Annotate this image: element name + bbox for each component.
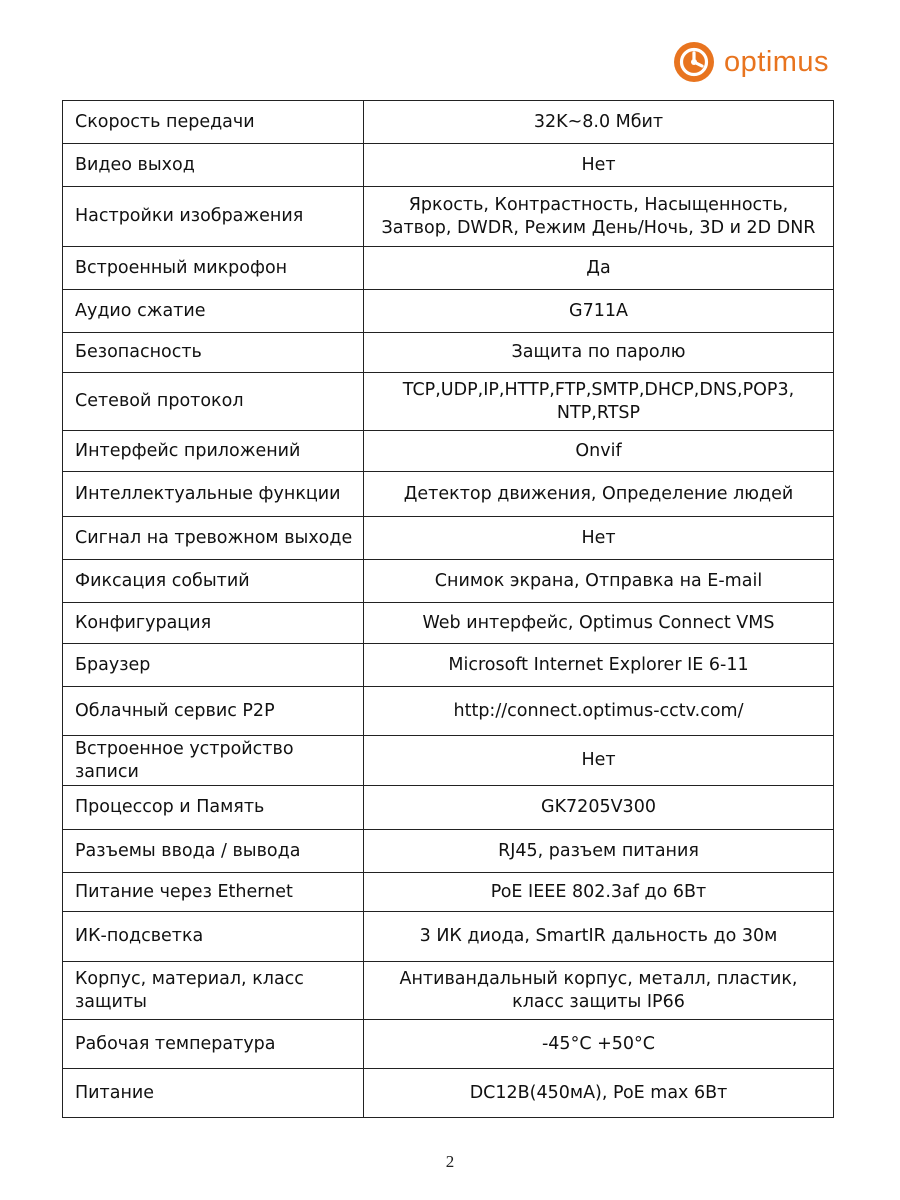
- table-row: [63, 644, 834, 687]
- spec-key: Безопасность: [63, 333, 364, 373]
- table-row: [63, 962, 834, 1020]
- spec-key: Скорость передачи: [63, 101, 364, 144]
- spec-value: G711A: [364, 290, 834, 333]
- table-row: [63, 873, 834, 912]
- table-row: [63, 290, 834, 333]
- spec-key: Процессор и Память: [63, 786, 364, 830]
- spec-key: Интерфейс приложений: [63, 431, 364, 472]
- spec-value: Защита по паролю: [364, 333, 834, 373]
- spec-key: Аудио сжатие: [63, 290, 364, 333]
- spec-key: Питание через Ethernet: [63, 873, 364, 912]
- table-row: [63, 1069, 834, 1118]
- spec-key: Браузер: [63, 644, 364, 687]
- table-row: [63, 373, 834, 431]
- table-row: [63, 912, 834, 962]
- spec-value: RJ45, разъем питания: [364, 830, 834, 873]
- table-row: [63, 736, 834, 786]
- spec-key: Рабочая температура: [63, 1020, 364, 1069]
- table-row: [63, 187, 834, 247]
- table-row: [63, 431, 834, 472]
- spec-value: Снимок экрана, Отправка на E-mail: [364, 560, 834, 603]
- spec-key: Корпус, материал, класс защиты: [63, 962, 364, 1020]
- logo-wordmark: optimus: [724, 45, 830, 78]
- spec-value: 32K~8.0 Мбит: [364, 101, 834, 144]
- brand-logo: [672, 40, 829, 84]
- table-row: [63, 830, 834, 873]
- table-row: [63, 603, 834, 644]
- table-row: [63, 333, 834, 373]
- spec-value: 3 ИК диода, SmartIR дальность до 30м: [364, 912, 834, 962]
- spec-key: Облачный сервис P2P: [63, 687, 364, 736]
- spec-value: -45°C +50°C: [364, 1020, 834, 1069]
- table-row: [63, 247, 834, 290]
- table-row: [63, 786, 834, 830]
- spec-key: Настройки изображения: [63, 187, 364, 247]
- spec-key: Разъемы ввода / вывода: [63, 830, 364, 873]
- spec-key: Видео выход: [63, 144, 364, 187]
- spec-value: Microsoft Internet Explorer IE 6-11: [364, 644, 834, 687]
- spec-table: [62, 100, 834, 1118]
- table-row: [63, 517, 834, 560]
- spec-value: Web интерфейс, Optimus Connect VMS: [364, 603, 834, 644]
- spec-value: Антивандальный корпус, металл, пластик, класс защиты IP66: [364, 962, 834, 1020]
- table-row: [63, 1020, 834, 1069]
- table-row: [63, 472, 834, 517]
- spec-value: Да: [364, 247, 834, 290]
- spec-key: Конфигурация: [63, 603, 364, 644]
- spec-value: PoE IEEE 802.3af до 6Вт: [364, 873, 834, 912]
- table-row: [63, 560, 834, 603]
- spec-value: Onvif: [364, 431, 834, 472]
- spec-value: Яркость, Контрастность, Насыщенность, Затвор, DWDR, Режим День/Ночь, 3D и 2D DNR: [364, 187, 834, 247]
- spec-key: ИК-подсветка: [63, 912, 364, 962]
- spec-table-body: [63, 101, 834, 1118]
- spec-value: TCP,UDP,IP,HTTP,FTP,SMTP,DHCP,DNS,POP3, NTP,RTSP: [364, 373, 834, 431]
- spec-key: Питание: [63, 1069, 364, 1118]
- table-row: [63, 687, 834, 736]
- optimus-logo-icon: [672, 40, 716, 84]
- spec-key: Встроенный микрофон: [63, 247, 364, 290]
- table-row: [63, 101, 834, 144]
- spec-value: DC12В(450мА), PoE max 6Вт: [364, 1069, 834, 1118]
- spec-key: Интеллектуальные функции: [63, 472, 364, 517]
- spec-key: Встроенное устройство записи: [63, 736, 364, 786]
- spec-value: GK7205V300: [364, 786, 834, 830]
- spec-value: Детектор движения, Определение людей: [364, 472, 834, 517]
- spec-key: Фиксация событий: [63, 560, 364, 603]
- spec-value: Нет: [364, 144, 834, 187]
- spec-value: http://connect.optimus-cctv.com/: [364, 687, 834, 736]
- spec-value: Нет: [364, 517, 834, 560]
- spec-value: Нет: [364, 736, 834, 786]
- spec-key: Сигнал на тревожном выходе: [63, 517, 364, 560]
- page-number: 2: [445, 1152, 455, 1171]
- spec-key: Сетевой протокол: [63, 373, 364, 431]
- table-row: [63, 144, 834, 187]
